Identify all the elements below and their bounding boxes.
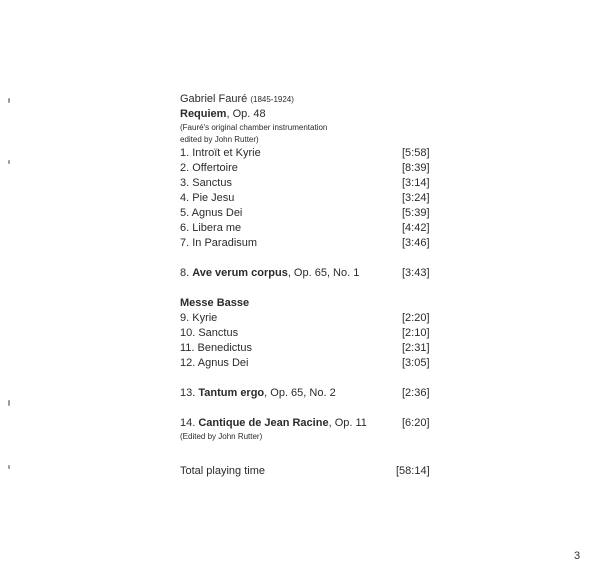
track-opus: , Op. 65, No. 1 [287,267,360,279]
edition-note-2: edited by John Rutter) [180,135,259,144]
track-label: 10. Sanctus [180,327,239,339]
track-number: 14. [180,417,199,429]
track-duration: [3:43] [402,267,430,279]
track-row [180,326,440,341]
track-duration: [2:20] [402,312,430,324]
track-duration: [3:24] [402,192,430,204]
composer-dates: (1845-1924) [250,95,294,104]
track-number: 8. [180,267,193,279]
track-duration: [3:05] [402,357,430,369]
track-duration: [2:10] [402,327,430,339]
track-listing [180,92,440,479]
track-duration: [6:20] [402,417,430,429]
track-number: 13. [180,387,199,399]
track-duration: [4:42] [402,222,430,234]
track-duration: [3:46] [402,237,430,249]
edition-note-1: (Fauré's original chamber instrumentation [180,123,328,132]
track-row-ave-verum [180,266,440,281]
track-duration: [3:14] [402,177,430,189]
total-duration: [58:14] [396,465,430,477]
track-row [180,341,440,356]
spacer [180,401,440,416]
track-label: 6. Libera me [180,222,242,234]
track-row [180,356,440,371]
spacer [180,443,440,464]
scan-mark [8,400,10,406]
track-row [180,236,440,251]
track-title: Ave verum corpus [192,267,288,279]
track-duration: [2:36] [402,387,430,399]
track-row [180,311,440,326]
track-label: 4. Pie Jesu [180,192,235,204]
scan-mark [8,160,10,164]
cantique-edition-note: (Edited by John Rutter) [180,432,263,441]
composer-name: Gabriel Fauré [180,93,248,105]
work-opus: , Op. 48 [226,108,266,120]
scan-mark [8,98,10,103]
track-row [180,161,440,176]
spacer [180,371,440,386]
track-duration: [8:39] [402,162,430,174]
section-heading-messe-basse: Messe Basse [180,297,250,309]
track-row [180,191,440,206]
track-row-tantum-ergo [180,386,440,401]
track-row-cantique [180,416,440,431]
track-duration: [5:58] [402,147,430,159]
spacer [180,251,440,266]
track-opus: , Op. 11 [328,417,367,429]
track-row [180,176,440,191]
composer-line [180,92,440,107]
track-duration: [5:39] [402,207,430,219]
total-playing-time-row [180,464,440,479]
work-title: Requiem [180,108,227,120]
spacer [180,281,440,296]
track-label: 12. Agnus Dei [180,357,249,369]
track-row [180,221,440,236]
track-row [180,206,440,221]
track-label: 5. Agnus Dei [180,207,243,219]
track-label: 3. Sanctus [180,177,232,189]
track-title: Tantum ergo [198,387,265,399]
page-number: 3 [574,550,581,562]
track-duration: [2:31] [402,342,430,354]
track-label: 2. Offertoire [180,162,238,174]
total-label: Total playing time [180,465,265,477]
track-label: 7. In Paradisum [180,237,258,249]
track-opus: , Op. 65, No. 2 [264,387,336,399]
track-row [180,146,440,161]
track-label: 9. Kyrie [180,312,218,324]
track-label: 1. Introït et Kyrie [180,147,261,159]
track-label: 11. Benedictus [180,342,252,354]
track-title: Cantique de Jean Racine [198,417,329,429]
work-title-line [180,107,440,122]
scan-mark [8,465,10,469]
